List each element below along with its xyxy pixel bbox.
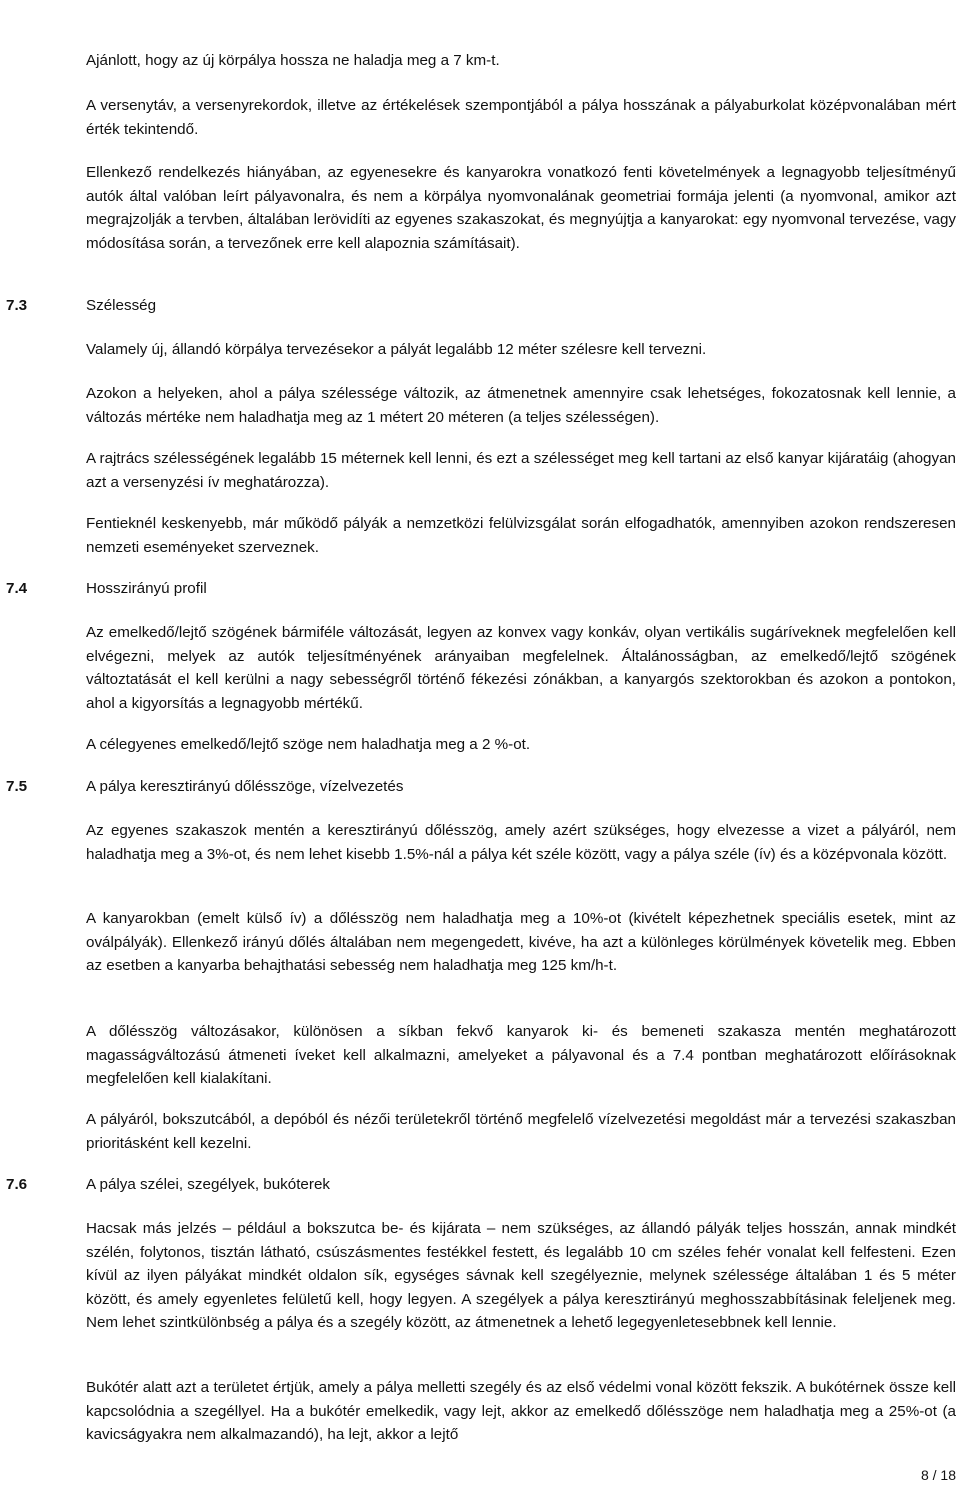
paragraph: Ajánlott, hogy az új körpálya hossza ne haladja meg a 7 km-t. <box>86 52 500 69</box>
paragraph: Fentieknél keskenyebb, már működő pályák a nemzetközi felülvizsgálat során elfogadhatók, amennyiben azokon rendszeresen nemzeti eseményeket szerveznek. <box>86 515 956 556</box>
section-number: 7.5 <box>6 778 28 795</box>
paragraph: Azokon a helyeken, ahol a pálya szélessége változik, az átmenetnek amennyire csak lehetséges, fokozatosnak kell lennie, a változás mértéke nem haladhatja meg az 1 métert 20 méteren (a teljes szélességen). <box>86 385 956 426</box>
section-heading-7-4 <box>6 577 906 601</box>
page-header <box>0 0 960 32</box>
paragraph: Hacsak más jelzés – például a bokszutca be- és kijárata – nem szükséges, az állandó pályák teljes hosszán, annak mindkét szélén, folytonos, tisztán látható, csúszásmentes festékkel festett, és legalább 10 cm széles fehér vonalat kell felfesteni. Ezen kívül az ilyen pályákat mindkét oldalon sík, egységes sávnak kell szegélyeznie, melynek szélessége általában 1 és 5 méter között, és amely egyenletes felületű kell, hogy legyen. A szegélyek a pálya keresztirányú meghosszabbításinak feleljenek meg. Nem lehet szintkülönbség a pálya és a szegély között, az átmenetnek a lehető legegyenletesebbnek kell lennie. <box>86 1220 956 1331</box>
section-title: A pálya keresztirányú dőlésszöge, vízelvezetés <box>86 778 404 795</box>
section-title: Szélesség <box>86 297 157 314</box>
paragraph: A pályáról, bokszutcából, a depóból és nézői területekről történő megfelelő vízelvezetési megoldást már a tervezési szakaszban prioritásként kell kezelni. <box>86 1111 956 1152</box>
paragraph: Ellenkező rendelkezés hiányában, az egyenesekre és kanyarokra vonatkozó fenti követelmények a legnagyobb teljesítményű autók által valóban leírt pályavonalra, és nem a körpálya nyomvonalának geometriai formája jelenti (a nyomvonal, amikor azt megrajzolják a tervben, általában lerövidíti az egyenes szakaszokat, és megnyújtja a kanyarokat: egy nyomvonal tervezése, vagy módosítása során, a tervezőnek erre kell alapoznia számításait). <box>86 164 956 252</box>
paragraph: A versenytáv, a versenyrekordok, illetve az értékelések szempontjából a pálya hosszának a pályaburkolat középvonalában mért érték tekintendő. <box>86 97 956 138</box>
section-heading-7-6 <box>6 1173 906 1197</box>
paragraph: A kanyarokban (emelt külső ív) a dőlésszög nem haladhatja meg a 10%-ot (kivételt képezhetnek speciális esetek, mint az oválpályák). Ellenkező irányú dőlés általában nem megengedett, kivéve, ha azt a különleges körülmények követelik meg. Ebben az esetben a kanyarba behajthatási sebesség nem haladhatja meg 125 km/h-t. <box>86 910 956 974</box>
section-number: 7.4 <box>6 580 28 597</box>
paragraph: A rajtrács szélességének legalább 15 méternek kell lenni, és ezt a szélességet meg kell tartani az első kanyar kijáratáig (ahogyan azt a versenyzési ív meghatározza). <box>86 450 956 491</box>
paragraph: A célegyenes emelkedő/lejtő szöge nem haladhatja meg a 2 %-ot. <box>86 736 531 753</box>
paragraph: Bukótér alatt azt a területet értjük, amely a pálya melletti szegély és az első védelmi vonal között fekszik. A bukótérnek össze kell kapcsolódnia a szegéllyel. Ha a bukótér emelkedik, vagy lejt, akkor az emelkedő dőlésszöge nem haladhatja meg a 25%-ot (a kavicságyakra nem alkalmazandó), ha lejt, akkor a lejtő <box>86 1379 956 1443</box>
paragraph: A dőlésszög változásakor, különösen a síkban fekvő kanyarok ki- és bemeneti szakasza mentén meghatározott magasságváltozású átmeneti íveket kell alkalmazni, amelyeket a pályavonal és a 7.4 pontban meghatározott előírásoknak megfelelően kell kialakítani. <box>86 1023 956 1087</box>
page-number: 8 / 18 <box>920 1467 956 1483</box>
footer-publisher: Kiadja: MNASZ Titkárság <box>4 1485 161 1501</box>
section-heading-7-3 <box>6 294 906 318</box>
section-title: A pálya szélei, szegélyek, bukóterek <box>86 1176 330 1193</box>
section-title: Hosszirányú profil <box>86 580 207 597</box>
section-number: 7.3 <box>6 297 28 314</box>
section-number: 7.6 <box>6 1176 28 1193</box>
paragraph: Valamely új, állandó körpálya tervezésekor a pályát legalább 12 méter szélesre kell tervezni. <box>86 341 707 358</box>
paragraph: Az emelkedő/lejtő szögének bármiféle változását, legyen az konvex vagy konkáv, olyan vertikális sugáríveknek megfelelően kell elvégezni, melyek az autók teljesítményének arányaiban megfelelnek. Általánosságban, az emelkedő/lejtő szögének változtatását el kell kerülni a nagy sebességről történő fékezési zónákban, a kanyargós szektorokban és azokon a pontokon, ahol a kigyorsítás a legnagyobb mértékű. <box>86 624 956 712</box>
header-title: FIA Nemzetközi Sportkódex O Függelék <box>4 7 271 25</box>
section-heading-7-5 <box>6 775 906 799</box>
paragraph: Az egyenes szakaszok mentén a keresztirányú dőlésszög, amely azért szükséges, hogy elvezesse a vizet a pályáról, nem haladhatja meg a 3%-ot, és nem lehet kisebb 1.5%-nál a pálya két széle között, vagy a pálya széle (ív) és a középvonala között. <box>86 822 956 863</box>
